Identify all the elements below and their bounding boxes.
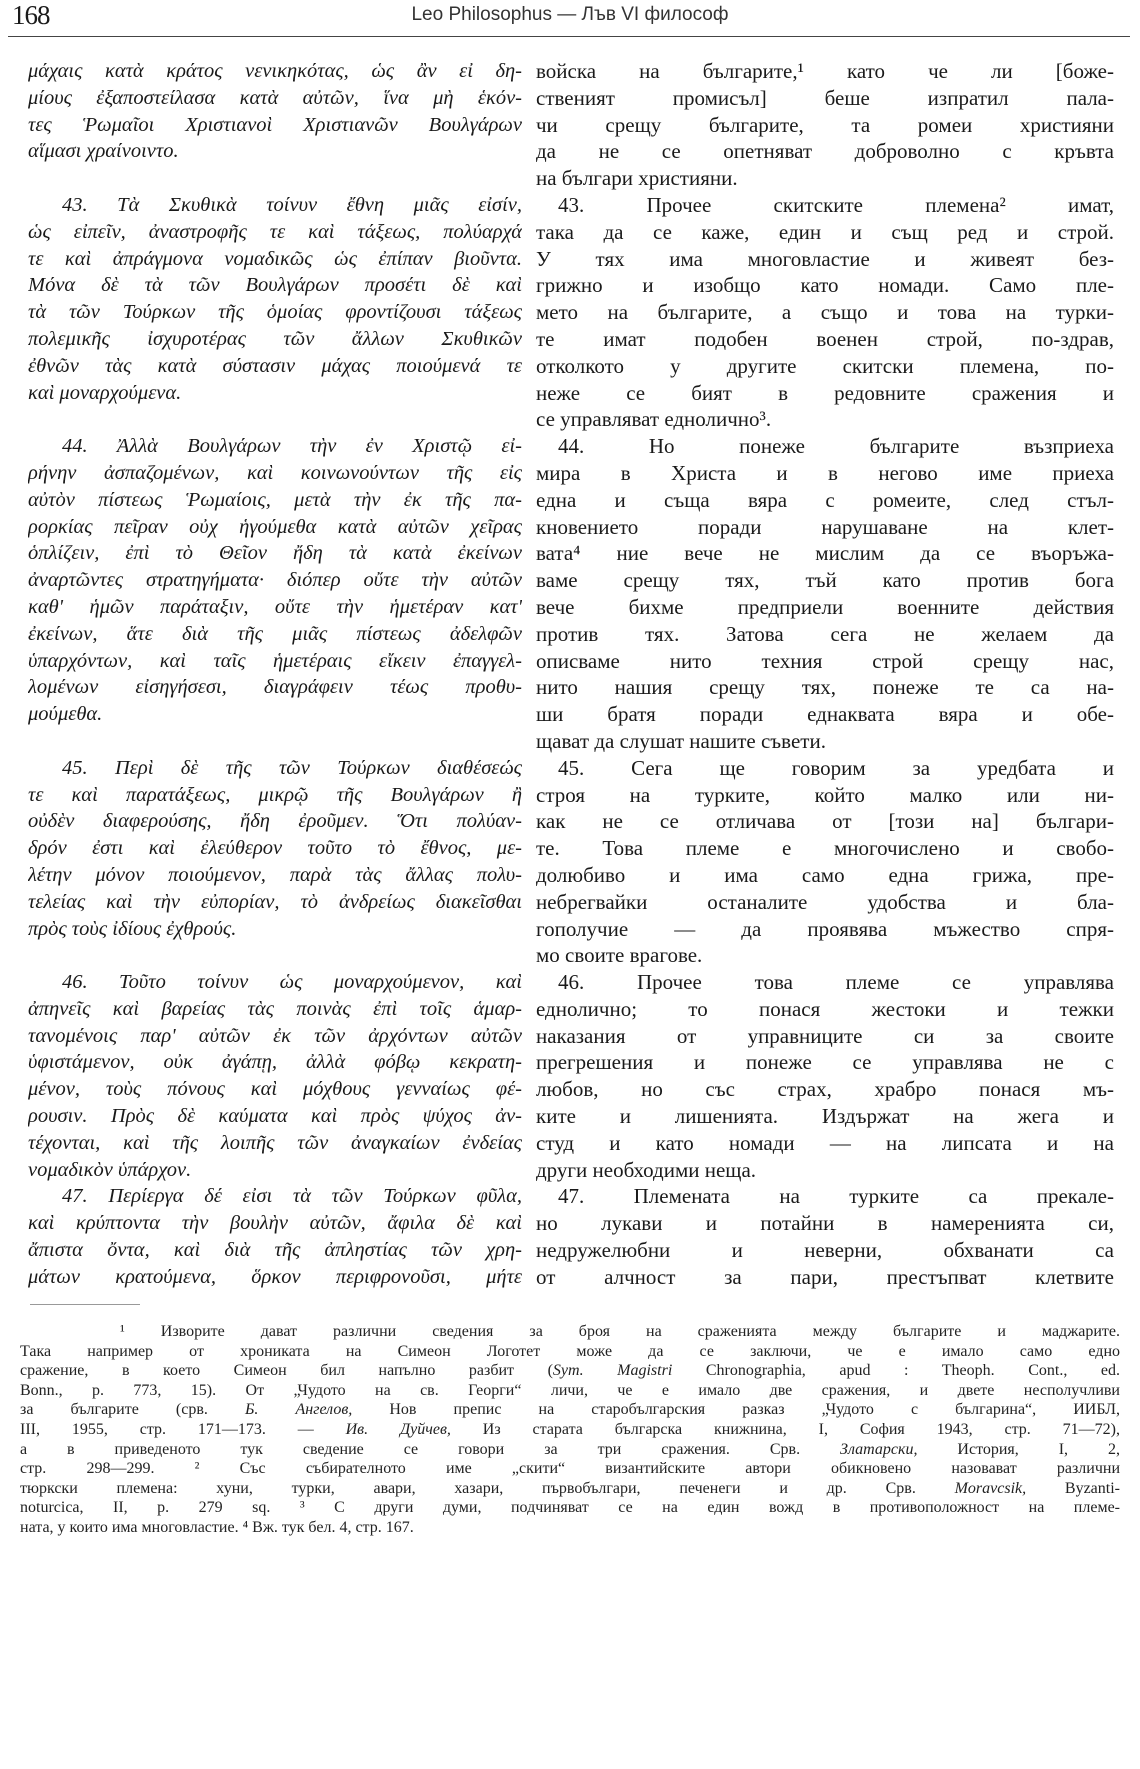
- text-line: τε καὶ παρατάξεως, μικρῷ τῆς Βουλγάρων ἢ: [28, 783, 522, 806]
- text-line: 46. Прочее това племе се управлява: [558, 970, 1114, 995]
- text-line: мето на българите, а също и това на турки-: [536, 300, 1114, 325]
- text-line: καὶ κρύπτοντα τὴν βουλὴν αὐτῶν, ἄφιλα δὲ καὶ: [28, 1212, 522, 1235]
- text-line: любов, но със страх, храбро понася мъ-: [536, 1077, 1114, 1102]
- footnote-line: [20, 1459, 1120, 1479]
- text-line: νομαδικὸν ὑπάρχον.: [28, 1158, 192, 1181]
- text-line: τανομένοις παρ' αὐτῶν ἐκ τῶν ἀρχόντων αὐτῶν: [28, 1024, 522, 1047]
- text-line: Μόνα δὲ τὰ τῶν Βουλγάρων προσέτι δὲ καὶ: [28, 274, 522, 297]
- footnote-line: [20, 1342, 1120, 1362]
- text-line: πολεμικῆς ἰσχυροτέρας τῶν ἄλλων Σκυθικῶν: [28, 327, 522, 350]
- text-line: прегрешения и понеже се управлява не с: [536, 1050, 1114, 1075]
- footnote-text: noturcica, II, p. 279 sq. ³ С други думи, подчиняват се на един вожд в противоположност на племе-: [20, 1499, 1120, 1517]
- text-line: строя на турките, който малко или ни-: [536, 782, 1114, 807]
- text-line: αὐτὸν πίστεως Ῥωμαίοις, μετὰ τὴν ἐκ τῆς πα-: [28, 488, 522, 511]
- text-line: δρόν ἐστι καὶ ἐλεύθερον τοῦτο τὸ ἔθνος, με-: [28, 837, 522, 860]
- text-line: наказания от управниците си за своите: [536, 1023, 1114, 1048]
- text-line: ственият промисъл] беше изпратил пала-: [536, 85, 1114, 110]
- text-line: вата⁴ ние вече не мислим да се въоръжа-: [536, 541, 1114, 566]
- text-line: πρὸς τοὺς ἰδίους ἐχθρούς.: [28, 917, 237, 940]
- text-line: мо своите врагове.: [536, 943, 703, 968]
- bulgarian-column: [536, 58, 1114, 1291]
- paragraph-gap: [28, 406, 522, 433]
- footnote-line: [20, 1518, 1120, 1538]
- text-line: μάχαις κατὰ κράτος νενικηκότας, ὡς ἂν εἰ δη-: [28, 60, 522, 82]
- text-line: гополучие — да проявява мъжество спря-: [536, 916, 1114, 941]
- citation-author: Ив. Дуйчев,: [345, 1420, 451, 1438]
- footnote-text: ¹ Изворите дават различни сведения за броя на сраженията между българите и маджарите.: [120, 1323, 1120, 1340]
- text-line: кновението поради нарушаване на клет-: [536, 514, 1114, 539]
- text-line: λομένων εἰσηγήσεσι, διαγράφειν τέως προθυ-: [28, 676, 522, 699]
- text-line: ὑφιστάμενον, οὐκ ἀγάπῃ, ἀλλὰ φόβῳ κεκρατη-: [28, 1051, 522, 1074]
- text-line: как не се отличава от [този на] българи-: [536, 809, 1114, 834]
- citation-author: Sym. Magistri: [552, 1362, 673, 1380]
- text-line: 47. Περίεργα δέ εἰσι τὰ τῶν Τούρκων φῦλα,: [62, 1185, 522, 1208]
- footnote-line: [20, 1361, 1120, 1381]
- header-rule: [8, 36, 1130, 37]
- text-line: ἀναρτῶντες στρατηγήματα· διόπερ οὔτε τὴν αὐτῶν: [28, 569, 522, 592]
- greek-column: [28, 58, 522, 1291]
- text-line: те имат подобен военен строй, по-здрав,: [536, 326, 1114, 351]
- footnote-text: Bonn., p. 773, 15). От „Чудото на св. Георги“ личи, че е имало две сражения, и двете несполучливи: [20, 1381, 1120, 1399]
- text-line: нито нашия срещу тях, понеже те са на-: [536, 675, 1114, 700]
- text-line: τέχονται, καὶ τῆς λοιπῆς τῶν ἀναγκαίων ἐνδείας: [28, 1131, 522, 1154]
- text-line: описваме нито техния строй срещу нас,: [536, 648, 1114, 673]
- text-line: отколкото у другите скитски племена, по-: [536, 353, 1114, 378]
- citation-author: Златарски,: [840, 1440, 918, 1458]
- footnote-text: Така например от хрониката на Симеон Логотет може да се заключи, че е имало само едно: [20, 1342, 1120, 1360]
- footnote-text: ната, у които има многовластие. ⁴ Вж. тук бел. 4, стр. 167.: [20, 1518, 414, 1536]
- text-line: да не се опетняват доброволно с кръвта: [536, 139, 1114, 164]
- text-line: λέτην μόνον ποιούμενον, παρὰ τὰς ἄλλας πολυ-: [28, 863, 522, 886]
- footnote-line: [20, 1420, 1120, 1440]
- footnote-line: [20, 1381, 1120, 1401]
- text-line: вече бихме предприели военните действия: [536, 594, 1114, 619]
- text-line: τε καὶ ἀπράγμονα νομαδικῶς ὡς ἐπίπαν βιοῦντα.: [28, 247, 522, 270]
- text-line: μένον, τοὺς πόνους καὶ μόχθους γενναίως φέ-: [28, 1078, 522, 1101]
- footnote-text: тюркски племена: хуни, турки, авари, хазари, първобългари, печенеги и др. Срв.: [20, 1479, 955, 1497]
- footnote-text: а в приведеното тук сведение се говори за три сражения. Срв.: [20, 1440, 841, 1458]
- text-line: ἐθνῶν τὰς κατὰ σύστασιν μάχας ποιούμενά τε: [28, 354, 522, 377]
- text-line: 45. Περὶ δὲ τῆς τῶν Τούρκων διαθέσεώς: [62, 756, 522, 779]
- footnote-text: III, 1955, стр. 171—173. —: [20, 1420, 346, 1438]
- text-line: ши братя поради еднаквата вяра и обе-: [536, 702, 1114, 727]
- text-line: ἐκείνων, ἅτε διὰ τῆς μιᾶς πίστεως ἀδελφῶν: [28, 622, 522, 645]
- page-number: 168: [12, 0, 50, 30]
- text-line: против тях. Затова сега не желаем да: [536, 621, 1114, 646]
- text-line: ἄπιστα ὄντα, καὶ διὰ τῆς ἀπληστίας τῶν χρη-: [28, 1239, 522, 1262]
- text-line: 43. Прочее скитските племена² имат,: [558, 192, 1114, 217]
- text-line: студ и като номади — на липсата и на: [536, 1130, 1114, 1155]
- text-line: се управляват еднолично³.: [536, 407, 772, 432]
- text-line: 44. Но понеже българите възприеха: [558, 434, 1114, 459]
- footnote-line: [20, 1479, 1120, 1499]
- text-line: една и съща вяра с ромеите, след стъл-: [536, 487, 1114, 512]
- footnote-text: Из старата българска книжнина, I, София 1943, стр. 71—72),: [450, 1420, 1120, 1438]
- text-line: ὡς εἰπεῖν, ἀναστροφῆς τε καὶ τάξεως, πολύαρχά: [28, 220, 522, 243]
- text-line: еднолично; то понася жестоки и тежки: [536, 996, 1114, 1021]
- footnote-text: Byzanti-: [1026, 1479, 1120, 1497]
- text-line: но лукави и потайни в намеренията си,: [536, 1211, 1114, 1236]
- text-line: 47. Племената на турките са прекале-: [558, 1184, 1114, 1209]
- citation-author: Moravcsik,: [954, 1479, 1027, 1497]
- footnote-line: [20, 1322, 1120, 1342]
- footnote-text: Нов препис на старобългарския разказ „Чудото с българина“, ИИБЛ,: [352, 1401, 1120, 1419]
- text-line: ἀπηνεῖς καὶ βαρείας τὰς ποινὰς ἐπὶ τοῖς ἁμαρ-: [28, 997, 522, 1020]
- text-line: τελείας καὶ τὴν εὐπορίαν, τὸ ἀνδρείως διακεῖσθαι: [28, 890, 522, 913]
- text-line: ρορκίας πεῖραν οὐχ ἡγούμεθα κατὰ αὐτῶν χεῖρας: [28, 515, 522, 538]
- text-line: небрегвайки останалите удобства и бла-: [536, 889, 1114, 914]
- text-line: 46. Τοῦτο τοίνυν ὡς μοναρχούμενον, καὶ: [62, 971, 522, 994]
- footnote-text: сражение, в което Симеон бил напълно разбит (: [20, 1362, 553, 1380]
- text-line: μίους ἐξαποστείλασα κατὰ αὐτῶν, ἵνα μὴ ἑκόν-: [28, 86, 522, 109]
- text-line: τες Ῥωμαῖοι Χριστιανοὶ Χριστιανῶν Βουλγάρων: [28, 113, 522, 136]
- text-line: щават да слушат нашите съвети.: [536, 728, 826, 753]
- text-line: войска на българите,¹ като че ли [боже-: [536, 59, 1114, 83]
- text-line: недружелюбни и неверни, обхванати са: [536, 1238, 1114, 1263]
- text-line: 45. Сега ще говорим за уредбата и: [558, 755, 1114, 780]
- text-line: ρουσιν. Πρὸς δὲ καύματα καὶ πρὸς ψύχος ἀν-: [28, 1105, 522, 1128]
- text-line: μούμεθα.: [28, 703, 103, 726]
- paragraph-gap: [28, 942, 522, 969]
- footnote-text: стр. 298—299. ² Със събирателното име „скити“ византийските автори обикновено назовават различни: [20, 1460, 1120, 1478]
- text-line: на българи християни.: [536, 166, 738, 191]
- text-line: долюбиво и има само една грижа, пре-: [536, 862, 1114, 887]
- text-line: τὰ τῶν Τούρκων τῆς ὁμοίας φροντίζουσι τάξεως: [28, 301, 522, 324]
- text-line: те. Това племе е многочислено и свобо-: [536, 836, 1114, 861]
- footnotes: [20, 1322, 1120, 1538]
- text-line: ὁπλίζειν, ἐπὶ τὸ Θεῖον ἤδη τὰ κατὰ ἐκείνων: [28, 542, 522, 565]
- running-title: Leo Philosophus — Лъв VI философ: [411, 4, 729, 25]
- text-line: от алчност за пари, престъпват клетвите: [536, 1264, 1114, 1289]
- text-line: чи срещу българите, та ромеи християни: [536, 112, 1114, 137]
- text-line: ρήνην ἀσπαζομένων, καὶ κοινωνούντων τῆς εἰς: [28, 461, 522, 484]
- footnote-text: Chronographia, apud : Theoph. Cont., ed.: [672, 1362, 1120, 1380]
- footnote-text: История, I, 2,: [917, 1440, 1120, 1458]
- paragraph-gap: [28, 165, 522, 192]
- text-line: 44. Ἀλλὰ Βουλγάρων τὴν ἐν Χριστῷ εἰ-: [62, 435, 522, 458]
- citation-author: Б. Ангелов,: [244, 1401, 353, 1419]
- text-line: ὑπαρχόντων, καὶ ταῖς ἡμετέραις εἴκειν ἐπαγγελ-: [28, 649, 522, 672]
- text-line: мира в Христа и в негово име приеха: [536, 460, 1114, 485]
- text-line: ваме срещу тях, тъй като против бога: [536, 568, 1114, 593]
- footnote-line: [20, 1400, 1120, 1420]
- paragraph-gap: [28, 728, 522, 755]
- text-line: неже се бият в редовните сражения и: [536, 380, 1114, 405]
- footnote-line: [20, 1498, 1120, 1518]
- text-line: 43. Τὰ Σκυθικὰ τοίνυν ἔθνη μιᾶς εἰσίν,: [62, 193, 522, 216]
- footnote-text: за българите (срв.: [20, 1401, 245, 1419]
- text-line: така да се каже, един и същ ред и строй.: [536, 219, 1114, 244]
- footnote-rule: [30, 1304, 140, 1305]
- text-line: грижно и изобщо като номади. Само пле-: [536, 273, 1114, 298]
- text-line: μάτων κρατούμενα, ὅρκον περιφρονοῦσι, μήτε: [28, 1265, 522, 1288]
- text-line: καὶ μοναρχούμενα.: [28, 381, 182, 404]
- text-line: други необходими неща.: [536, 1157, 757, 1182]
- text-line: ките и лишенията. Издържат на жега и: [536, 1104, 1114, 1129]
- text-line: οὐδὲν διαφερούσης, ἤδη ἐροῦμεν. Ὅτι πολύαν-: [28, 810, 522, 833]
- footnote-line: [20, 1440, 1120, 1460]
- text-line: αἵμασι χραίνοιντο.: [28, 140, 179, 163]
- text-line: καθ' ἡμῶν παράταξιν, οὔτε τὴν ἡμετέραν κατ': [28, 595, 522, 618]
- text-line: У тях има многовластие и живеят без-: [536, 246, 1114, 271]
